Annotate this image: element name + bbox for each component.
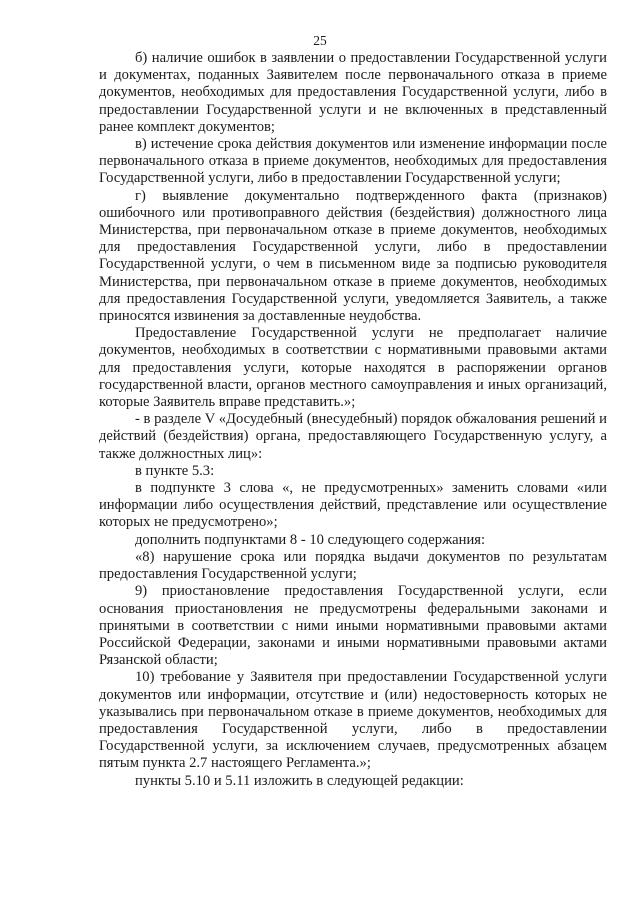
paragraph-v: в) истечение срока действия документов или изменение информации после первоначального отказа в приеме документов, необходимых для предоставления Государственной услуги, либо в предоставлении Государственной услуги; <box>99 136 607 187</box>
paragraph-b: б) наличие ошибок в заявлении о предоставлении Государственной услуги и документах, поданных Заявителем после первоначального отказа в приеме документов, необходимых для предоставления Государственной услуги, либо в предоставлении Государственной услуги и не включенных в представленный ранее комплект документов; <box>99 50 607 135</box>
paragraph-g: г) выявление документально подтвержденного факта (признаков) ошибочного или противоправного действия (бездействия) должностного лица Министерства, при первоначальном отказе в приеме документов, необходимых для предоставления Государственной услуги, либо в предоставлении Государственной услуги, о чем в письменном виде за подписью руководителя Министерства, при первоначальном отказе в приеме документов, необходимых для предоставления Государственной услуги, уведомляется Заявитель, а также приносятся извинения за доставленные неудобства. <box>99 187 607 325</box>
paragraph-subpoint-3: в подпункте 3 слова «, не предусмотренных» заменить словами «или информации либо осуществления действий, представление или осуществление которых не предусмотрено»; <box>99 480 607 531</box>
paragraph-item-10: 10) требование у Заявителя при предоставлении Государственной услуги документов или информации, отсутствие и (или) недостоверность которых не указывались при первоначальном отказе в приеме документов, необходимых для предоставления Государственной услуги, либо в предоставлении Государственной услуги, за исключением случаев, предусмотренных абзацем пятым пункта 2.7 настоящего Регламента.»; <box>99 669 607 772</box>
paragraph-item-8: «8) нарушение срока или порядка выдачи документов по результатам предоставления Государственной услуги; <box>99 548 607 583</box>
paragraph-documents-note: Предоставление Государственной услуги не предполагает наличие документов, необходимых в соответствии с нормативными правовыми актами для предоставления услуги, которые находятся в распоряжении органов государственной власти, органов местного самоуправления и иных организаций, которые Заявитель вправе представить.»; <box>99 325 607 411</box>
paragraph-points-5-10-5-11: пункты 5.10 и 5.11 изложить в следующей редакции: <box>135 772 464 789</box>
document-body <box>99 50 607 790</box>
page-number: 25 <box>313 33 327 48</box>
paragraph-add-subpoints: дополнить подпунктами 8 - 10 следующего содержания: <box>135 531 486 548</box>
paragraph-section-v: - в разделе V «Досудебный (внесудебный) порядок обжалования решений и действий (бездействия) органа, предоставляющего Государственную услугу, а также должностных лиц»: <box>99 411 607 462</box>
paragraph-item-9: 9) приостановление предоставления Государственной услуги, если основания приостановления не предусмотрены федеральными законами и принятыми в соответствии с ними иными нормативными правовыми актами Российской Федерации, законами и иными нормативными правовыми актами Рязанской области; <box>99 583 607 669</box>
paragraph-point-5-3: в пункте 5.3: <box>135 462 215 479</box>
